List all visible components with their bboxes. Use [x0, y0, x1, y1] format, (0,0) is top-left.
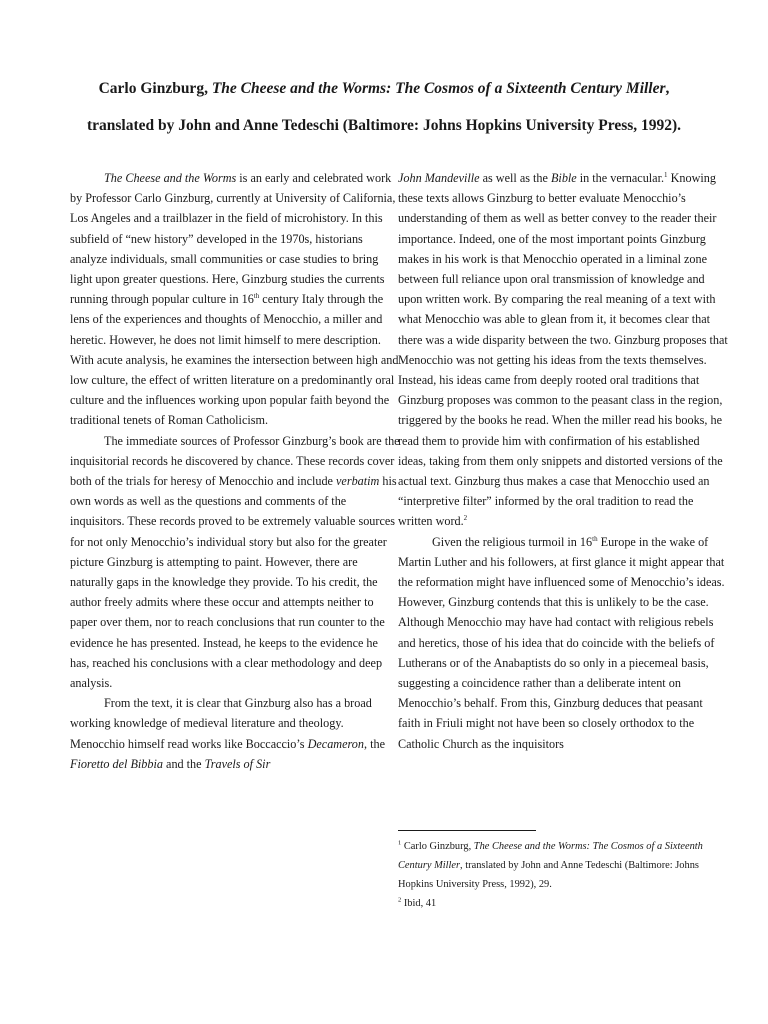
text-run: Europe in the wake of Martin Luther and his followers, at first glance it might appear that the reformation might have influenced some of Menocchio’s ideas. However, Ginzburg contends that this is unlikely to be the case. Although Menocchio may have had contact with religious rebels and heretics, those of his idea that do coincide with the beliefs of Lutherans or of the Anabaptists do so only in a piecemeal basis, suggesting a coincidence rather than a deliberate intent on Menocchio’s behalf. From this, Ginzburg deduces that peasant faith in Friuli might not have been so closely orthodox to the Catholic Church as the inquisitors — [398, 534, 725, 751]
text-run: The immediate sources of Professor Ginzburg’s book are the inquisitorial records he discovered by chance. These records cover both of the trials for heresy of Menocchio and include — [70, 433, 400, 489]
text-run: century Italy through the lens of the experiences and thoughts of Menocchio, a miller and heretic. However, he does not limit himself to mere description. With acute analysis, he examines the intersection between high and low culture, the effect of written literature on a predominantly oral culture and the influences working upon popular faith beyond the traditional tenets of Roman Catholicism. — [70, 292, 399, 428]
text-run: Given the religious turmoil in 16 — [432, 534, 593, 549]
left-column — [70, 168, 400, 774]
text-run: his own words as well as the questions and comments of the inquisitors. These records proved to be extremely valuable sources for not only Menocchio’s individual story but also for the greater picture Ginzburg is attempting to paint. However, there are naturally gaps in the knowledge they provide. To his credit, the author freely admits where these occur and attempts neither to paper over them, nor to reach conclusions that run counter to the evidence he has presented. Instead, he keeps to the evidence he has, reached his conclusions with a clear methodology and deep analysis. — [70, 474, 397, 691]
citation-punct: , — [665, 80, 670, 97]
paragraph-4 — [398, 532, 728, 754]
text-run: , the — [364, 736, 385, 751]
text-run: Carlo Ginzburg, — [401, 841, 474, 852]
italic-title: Fioretto del Bibbia — [70, 756, 163, 771]
footnote-ref-1[interactable]: 1 — [664, 170, 668, 179]
right-column — [398, 168, 728, 754]
paragraph-3-continued — [398, 168, 728, 532]
citation-line-2: translated by John and Anne Tedeschi (Baltimore: Johns Hopkins University Press, 1992). — [86, 117, 682, 134]
footnote-2 — [398, 894, 728, 913]
italic-title: The Cheese and the Worms: The Cosmos of a Sixteenth Century Miller — [398, 841, 703, 871]
footnote-number: 1 — [398, 839, 402, 847]
text-run: is an early and celebrated work by Professor Carlo Ginzburg, currently at University of California, Los Angeles and a trailblazer in the field of microhistory. In this subfield of “new history” developed in the 1970s, historians analyze individuals, small communities or case studies to bring light upon greater questions. Here, Ginzburg studies the currents running through popular culture in 16 — [70, 171, 396, 307]
footnote-ref-2[interactable]: 2 — [463, 514, 468, 523]
superscript: th — [253, 292, 260, 301]
footnote-1 — [398, 837, 728, 894]
text-run: in the vernacular. — [576, 171, 665, 185]
citation-book-title: The Cheese and the Worms: The Cosmos of a Sixteenth Century Miller — [211, 80, 666, 97]
footnote-divider — [398, 830, 536, 831]
paragraph-2 — [70, 431, 400, 694]
italic-term: verbatim — [336, 474, 380, 489]
text-run: and the — [162, 756, 205, 771]
footnotes — [398, 830, 728, 913]
paragraph-3 — [70, 693, 400, 774]
superscript: th — [592, 534, 598, 543]
text-run: , translated by John and Anne Tedeschi (Baltimore: Johns Hopkins University Press, 1992), 29. — [398, 860, 699, 890]
text-run: Ibid, 41 — [401, 898, 437, 909]
paragraph-1 — [70, 168, 400, 431]
citation-header — [60, 70, 708, 144]
italic-title: Bible — [550, 171, 577, 185]
citation-line-1 — [60, 70, 708, 107]
citation-author: Carlo Ginzburg, — [98, 80, 212, 97]
italic-title: John Mandeville — [398, 171, 480, 185]
text-run: From the text, it is clear that Ginzburg also has a broad working knowledge of medieval literature and theology. Menocchio himself read works like Boccaccio’s — [70, 696, 372, 751]
italic-title: Decameron — [307, 736, 364, 751]
book-title-italic: The Cheese and the Worms — [104, 171, 237, 185]
text-run: as well as the — [479, 171, 551, 185]
text-run: Knowing these texts allows Ginzburg to better evaluate Menocchio’s understanding of them as well as better convey to the reader their importance. Indeed, one of the most important points Ginzburg makes in his work is that Menocchio operated in a liminal zone between full reliance upon oral transmission of knowledge and upon written work. By comparing the real meaning of a text with what Menocchio was able to glean from it, it becomes clear that there was a wide disparity between the two. Ginzburg proposes that Menocchio was not getting his ideas from the texts themselves. Instead, his ideas came from deeply rooted oral traditions that Ginzburg proposes was common to the peasant class in the region, triggered by the books he read. When the miller read his books, he read them to provide him with confirmation of his established ideas, taking from them only snippets and distorted versions of the actual text. Ginzburg thus makes a case that Menocchio used an “interpretive filter” informed by the oral tradition to read the written word. — [398, 171, 728, 529]
italic-title: Travels of Sir — [204, 756, 271, 771]
footnote-number: 2 — [398, 896, 402, 904]
